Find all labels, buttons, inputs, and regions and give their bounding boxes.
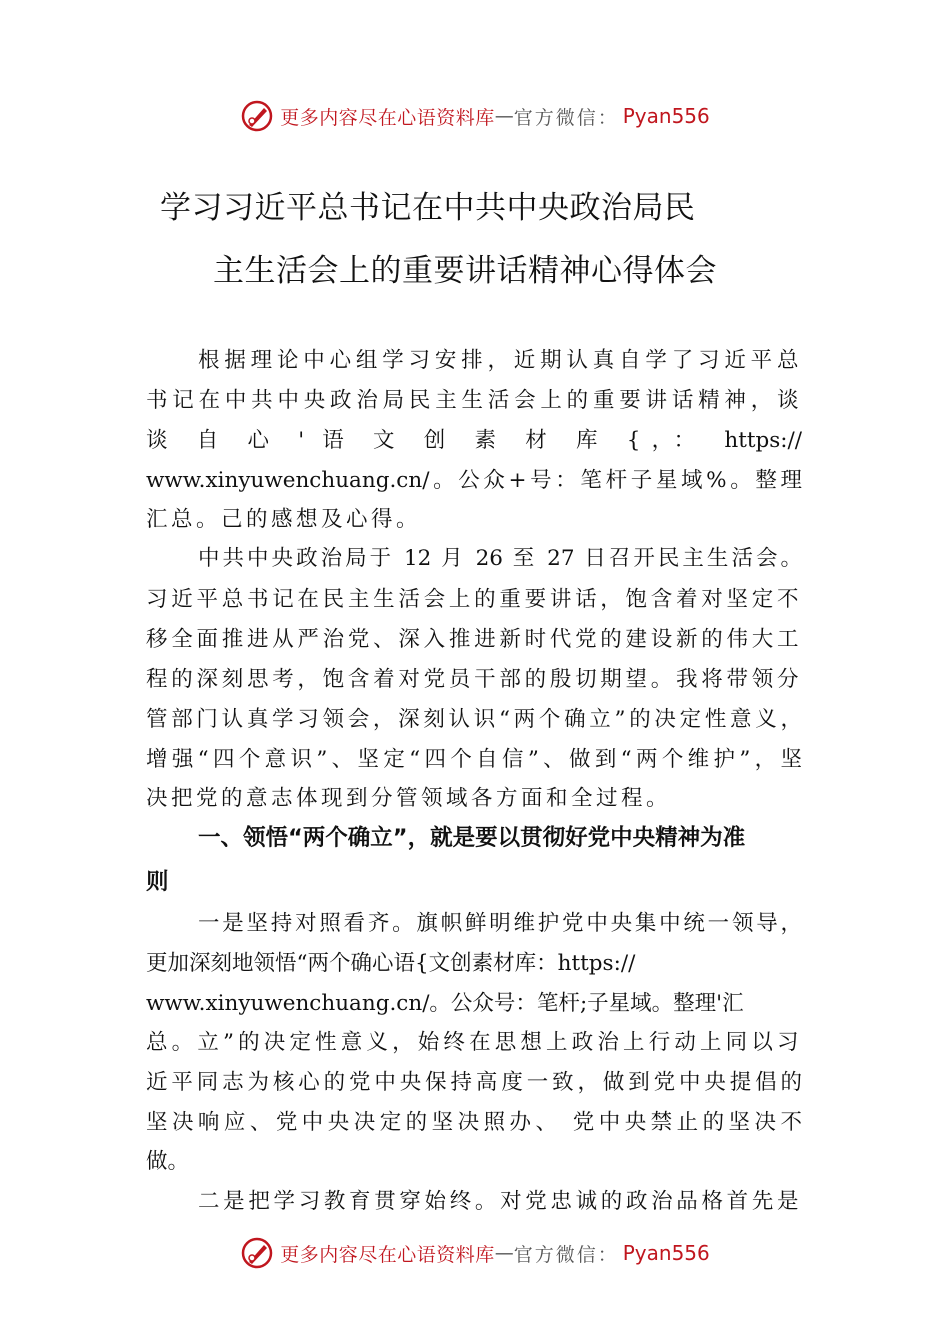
footer-banner (0, 1233, 950, 1273)
body-line: 决把党的意志体现到分管领域各方面和全过程。 (146, 786, 672, 811)
body-line: 汇总。己的感想及心得。 (146, 507, 422, 532)
header-banner (0, 96, 950, 136)
banner-separator: — (494, 105, 514, 127)
banner-wechat-label: 官方微信： (513, 106, 619, 129)
body-line: 移全面推进从严治党、深入推进新时代党的建设新的伟大工 (146, 627, 802, 652)
document-title-line-1: 学习习近平总书记在中共中央政治局民 (160, 190, 696, 226)
body-line: 二是把学习教育贯穿始终。对党忠诚的政治品格首先是 (198, 1189, 802, 1214)
banner-wechat-id: Pyan556 (622, 104, 710, 128)
section-heading-1: 一、领悟“两个确立”，就是要以贯彻好党中央精神为准 (198, 825, 746, 851)
pen-logo-icon (240, 1236, 274, 1270)
body-line: 总。立”的决定性意义，始终在思想上政治上行动上同以习 (146, 1030, 802, 1055)
body-line: 中共中央政治局于 12 月 26 至 27 日召开民主生活会。 (198, 546, 802, 571)
banner-text: 更多内容尽在心语资料库 (280, 1243, 495, 1266)
document-title-line-2: 主生活会上的重要讲话精神心得体会 (213, 253, 717, 289)
body-line: 管部门认真学习领会，深刻认识“两个确立”的决定性意义， (146, 707, 802, 732)
pen-logo-icon (240, 99, 274, 133)
body-line: 习近平总书记在民主生活会上的重要讲话，饱含着对坚定不 (146, 587, 802, 612)
banner-separator: — (494, 1242, 514, 1264)
body-line: 更加深刻地领悟“两个确心语{文创素材库：https:// (146, 951, 636, 976)
body-line: 坚决响应、党中央决定的坚决照办、 党中央禁止的坚决不 (146, 1110, 802, 1135)
body-line: 一是坚持对照看齐。旗帜鲜明维护党中央集中统一领导， (198, 911, 802, 936)
body-line: 增强“四个意识”、坚定“四个自信”、做到“两个维护”，坚 (146, 747, 802, 772)
body-line: 书记在中共中央政治局民主生活会上的重要讲话精神，谈 (146, 388, 802, 413)
body-line: 程的深刻思考，饱含着对党员干部的殷切期望。我将带领分 (146, 667, 802, 692)
body-line: www.xinyuwenchuang.cn/。公众+号：笔杆子星域%。整理 (146, 468, 802, 493)
body-line: 做。 (146, 1149, 190, 1174)
body-line: 谈 自 心 ' 语 文 创 素 材 库 {，： https:// (146, 428, 802, 453)
banner-wechat-label: 官方微信： (513, 1243, 619, 1266)
body-line: www.xinyuwenchuang.cn/。公众号：笔杆;子星域。整理'汇 (146, 991, 744, 1016)
body-line: 近平同志为核心的党中央保持高度一致，做到党中央提倡的 (146, 1070, 802, 1095)
banner-wechat-id: Pyan556 (622, 1241, 710, 1265)
section-heading-1-cont: 则 (146, 869, 169, 895)
body-line: 根据理论中心组学习安排，近期认真自学了习近平总 (198, 348, 802, 373)
banner-text: 更多内容尽在心语资料库 (280, 106, 495, 129)
